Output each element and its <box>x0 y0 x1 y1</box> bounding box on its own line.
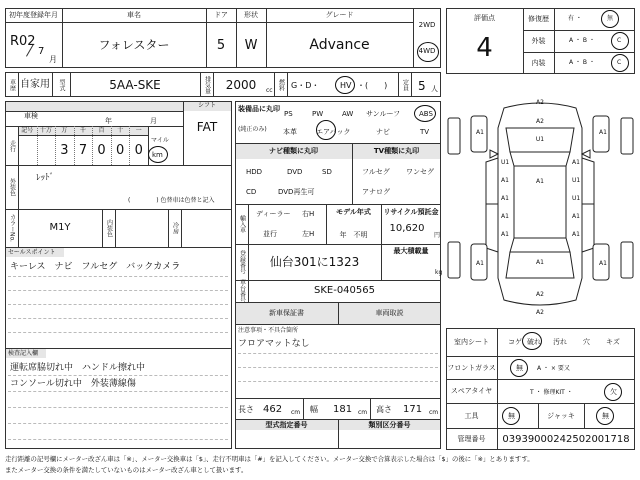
seat-stain: 汚れ <box>553 338 567 346</box>
length-value: 462 <box>263 404 283 415</box>
mileage-section-label: 走行 <box>8 139 16 152</box>
model-year-label: モデル年式 <box>336 207 371 216</box>
svg-text:U1: U1 <box>572 195 581 202</box>
year-label: 年 <box>105 117 112 125</box>
airbag-circle <box>316 120 336 140</box>
color-code-label: カラーNo. <box>8 214 16 242</box>
inspection-line1: 運転席脇切れ中 ハンドル擦れ中 <box>10 363 146 373</box>
digit-header: 千 <box>79 127 86 134</box>
digit-header: 十 <box>117 127 124 134</box>
equip-abs: ABS <box>419 110 433 118</box>
digit-header: 十万 <box>39 127 52 134</box>
svg-text:A1: A1 <box>572 231 580 238</box>
seat-tear: 破れ <box>527 338 541 346</box>
management-label: 管理番号 <box>457 435 486 443</box>
navi-dvd-play: DVD再生可 <box>278 188 315 196</box>
equip-tv: TV <box>420 128 430 136</box>
digit-header: 万 <box>61 127 68 134</box>
sales-label: セールスポイント <box>8 249 56 256</box>
color-code: M1Y <box>49 222 71 233</box>
svg-text:A2: A2 <box>536 309 544 316</box>
tv-fullseg: フルセグ <box>362 168 390 176</box>
mileage-digit <box>37 138 56 162</box>
car-cat-label: 車歴 <box>8 78 16 91</box>
width-unit: cm <box>358 409 368 416</box>
mileage-digit: 0 <box>115 142 125 158</box>
import-label: 輸入車 <box>238 215 246 233</box>
fuel-other: ・( ) <box>357 81 388 90</box>
drive-4wd-circle <box>417 42 439 62</box>
equip-leather: 本革 <box>283 128 297 136</box>
tv-oneseg: ワンセグ <box>406 168 434 176</box>
score: 4 <box>476 33 493 63</box>
car-name: フォレスター <box>98 38 170 52</box>
recycle-value: 10,620 <box>389 223 425 234</box>
jack-circle <box>596 407 614 425</box>
svg-text:U1: U1 <box>572 177 581 184</box>
score-label: 評価点 <box>474 13 495 22</box>
equip-sunroof: サンルーフ <box>366 110 401 118</box>
mileage-digit: 0 <box>134 142 143 158</box>
exterior-value: ﾚｯﾄﾞ <box>36 173 55 183</box>
svg-text:A1: A1 <box>572 159 580 166</box>
digit-header: 百 <box>98 127 105 134</box>
svg-text:A1: A1 <box>476 260 484 267</box>
svg-text:A1: A1 <box>501 231 509 238</box>
interior-grade-label: 内装 <box>531 59 546 67</box>
capacity-unit: 人 <box>431 85 438 93</box>
import-parallel: 並行 <box>263 230 277 238</box>
svg-text:A1: A1 <box>536 259 544 266</box>
repair-circle <box>601 10 619 28</box>
digit-header: 記号 <box>21 127 34 134</box>
chassis-value: SKE-040565 <box>313 285 375 296</box>
import-right: 右H <box>302 210 315 218</box>
tools-circle <box>502 407 520 425</box>
car-name-label: 車名 <box>127 11 141 19</box>
chassis-label: 車台番号 <box>238 279 246 303</box>
interior-seat-label: 室内シート <box>454 337 489 346</box>
doors-label: ドア <box>214 11 228 19</box>
mileage-digit: 3 <box>60 142 69 158</box>
equip-ps: PS <box>284 110 293 118</box>
model-label: 型式 <box>58 78 65 91</box>
registration-label: 登録番号 <box>238 250 246 274</box>
mile-label: マイル <box>151 137 169 144</box>
km-circle <box>148 146 168 163</box>
tv-label: TV種類に丸印 <box>373 147 420 155</box>
fuel-circle <box>335 76 355 94</box>
tools-label: 工具 <box>464 411 479 420</box>
model: 5AA-SKE <box>109 77 161 92</box>
first-reg-month: 7 <box>38 46 45 57</box>
displacement: 2000 <box>225 77 257 92</box>
svg-text:A1: A1 <box>501 213 509 220</box>
front-glass-circle <box>510 359 528 377</box>
equipment-label: 装備品に丸印 <box>238 105 280 113</box>
front-glass-options: A ・ × 要又 <box>537 365 570 372</box>
car-diagram <box>446 88 635 320</box>
spare-tire-label: スペアタイヤ <box>450 387 493 395</box>
equip-navi: ナビ <box>376 128 390 136</box>
equip-aw: AW <box>342 110 354 118</box>
equip-pw: PW <box>312 110 324 118</box>
equipment-sublabel: (純正のみ) <box>238 126 267 133</box>
owner-manual: 車両取説 <box>375 308 404 317</box>
jack-label: ジャッキ <box>547 411 575 420</box>
fuel-label: 燃料 <box>277 78 285 91</box>
month-label: 月 <box>150 117 157 125</box>
exterior-note: ( ) 色替車は色替と記入 <box>128 197 215 204</box>
length-label: 長さ <box>238 405 254 414</box>
seat-hole: 穴 <box>583 338 590 346</box>
svg-text:A1: A1 <box>536 178 544 185</box>
first-reg-label: 初年度登録年月 <box>9 11 58 19</box>
svg-text:U1: U1 <box>501 159 510 166</box>
exterior-label: 外装色 <box>8 178 16 196</box>
class-label: 類別区分番号 <box>368 420 411 429</box>
sales-text: キーレス ナビ フルセグ バックカメラ <box>10 262 181 272</box>
interior-color-label: 内装色 <box>105 219 113 237</box>
svg-text:A1: A1 <box>476 129 484 136</box>
svg-text:A2: A2 <box>536 99 544 106</box>
tv-analog: アナログ <box>362 188 390 196</box>
footer-line1: 走行距離の記号欄にメーター改ざん車は「※」、メーター交換車は「$」、走行不明車は「#」を記入してください。メーター交換で合算表示した場合は「$」の後に「※」とありますす。 <box>5 455 534 463</box>
svg-text:A2: A2 <box>536 291 544 298</box>
abs-circle <box>414 105 436 122</box>
interior-grade-options: A ・ B ・ <box>569 59 595 66</box>
km-label: km <box>152 151 163 159</box>
drive-4wd: 4WD <box>418 46 436 55</box>
exterior-grade-options: A ・ B ・ <box>569 37 595 44</box>
seat-burn: コゲ <box>508 338 522 346</box>
doors: 5 <box>216 37 226 53</box>
svg-text:U1: U1 <box>535 136 545 143</box>
displacement-label: 排気量 <box>203 75 211 94</box>
height-unit: cm <box>429 409 439 416</box>
first-reg-month-unit: 月 <box>49 55 57 64</box>
interior-grade-circle <box>611 54 629 72</box>
height-value: 171 <box>403 404 423 415</box>
new-car-warranty: 新車保証書 <box>269 308 304 317</box>
exterior-grade-circle <box>611 32 629 50</box>
svg-text:A1: A1 <box>501 195 509 202</box>
repair-label: 修復歴 <box>528 15 549 23</box>
seat-tear-circle <box>522 332 542 350</box>
max-load-label: 最大積載量 <box>393 246 429 255</box>
mileage-digit: 0 <box>97 142 106 158</box>
displacement-unit: cc <box>266 87 273 94</box>
management-value: 03939000242502001718 <box>502 433 630 445</box>
mileage-digit: 7 <box>78 142 88 158</box>
shape: W <box>244 37 258 53</box>
height-label: 高さ <box>376 405 392 414</box>
grade-label: グレード <box>325 11 354 19</box>
notes-text: フロアマットなし <box>238 339 310 349</box>
jack-selected: 無 <box>602 412 609 420</box>
repair-selected: 無 <box>607 15 614 22</box>
model-year-value: 年 不明 <box>339 230 368 239</box>
inspection-line2: コンソール切れ中 外装薄線傷 <box>10 379 136 389</box>
svg-text:A1: A1 <box>599 260 607 267</box>
capacity-label: 定員 <box>401 78 409 91</box>
footer-line2: またメーター交換の条件を満たしていないものはメーター改ざん車として扱います。 <box>5 466 248 474</box>
registration-value: 仙台301に1323 <box>269 255 360 269</box>
spare-tire-circle <box>604 383 622 401</box>
type-cert-label: 型式指定番号 <box>265 420 308 429</box>
exterior-grade-selected: C <box>617 37 622 44</box>
equip-airbag: エアバック <box>316 128 351 136</box>
grade: Advance <box>309 37 370 53</box>
import-left: 左H <box>302 230 315 238</box>
front-glass-selected: 無 <box>516 364 523 372</box>
navi-sd: SD <box>322 168 332 176</box>
shift: FAT <box>196 120 218 134</box>
width-label: 幅 <box>310 405 318 414</box>
car-cat: 自家用 <box>20 78 50 90</box>
spare-tire-selected: 欠 <box>610 388 617 396</box>
svg-text:A2: A2 <box>536 118 544 125</box>
recycle-label: リサイクル預託金 <box>383 207 439 216</box>
tools-selected: 無 <box>508 412 515 420</box>
svg-text:A1: A1 <box>572 213 580 220</box>
digit-header: 一 <box>135 127 142 134</box>
navi-cd: CD <box>246 188 257 196</box>
repair-options: 有 ・ <box>568 15 582 22</box>
svg-text:A1: A1 <box>599 129 607 136</box>
inspection-label: 検査記入欄 <box>8 350 39 357</box>
spare-tire-options: T ・ 修理KIT ・ <box>530 389 573 396</box>
drive-2wd: 2WD <box>418 20 436 29</box>
fuel-selected: HV <box>340 81 352 90</box>
exterior-grade-label: 外装 <box>531 37 546 45</box>
svg-text:A1: A1 <box>501 177 509 184</box>
fuel-options: G・D・ <box>291 81 320 90</box>
navi-hdd: HDD <box>246 168 263 176</box>
recycle-unit: 円 <box>434 232 441 239</box>
shape-label: 形状 <box>244 11 258 19</box>
inspection-date-label: 車検 <box>24 112 38 120</box>
width-value: 181 <box>333 404 353 415</box>
interior-grade-selected: C <box>617 59 622 66</box>
length-unit: cm <box>291 409 301 416</box>
import-dealer: ディーラー <box>256 210 291 218</box>
seat-scratch: キズ <box>606 338 620 346</box>
shift-label: シフト <box>198 102 217 109</box>
navi-label: ナビ種類に丸印 <box>269 147 318 155</box>
front-glass-label: フロントガラス <box>447 363 496 372</box>
aircon-label: 冷房 <box>171 222 179 234</box>
capacity: 5 <box>418 79 426 93</box>
navi-dvd: DVD <box>287 168 303 176</box>
notes-label: 注意事項・不具合箇所 <box>238 327 299 334</box>
first-reg-era: R02 <box>10 34 36 49</box>
max-load-unit: kg <box>435 269 443 276</box>
